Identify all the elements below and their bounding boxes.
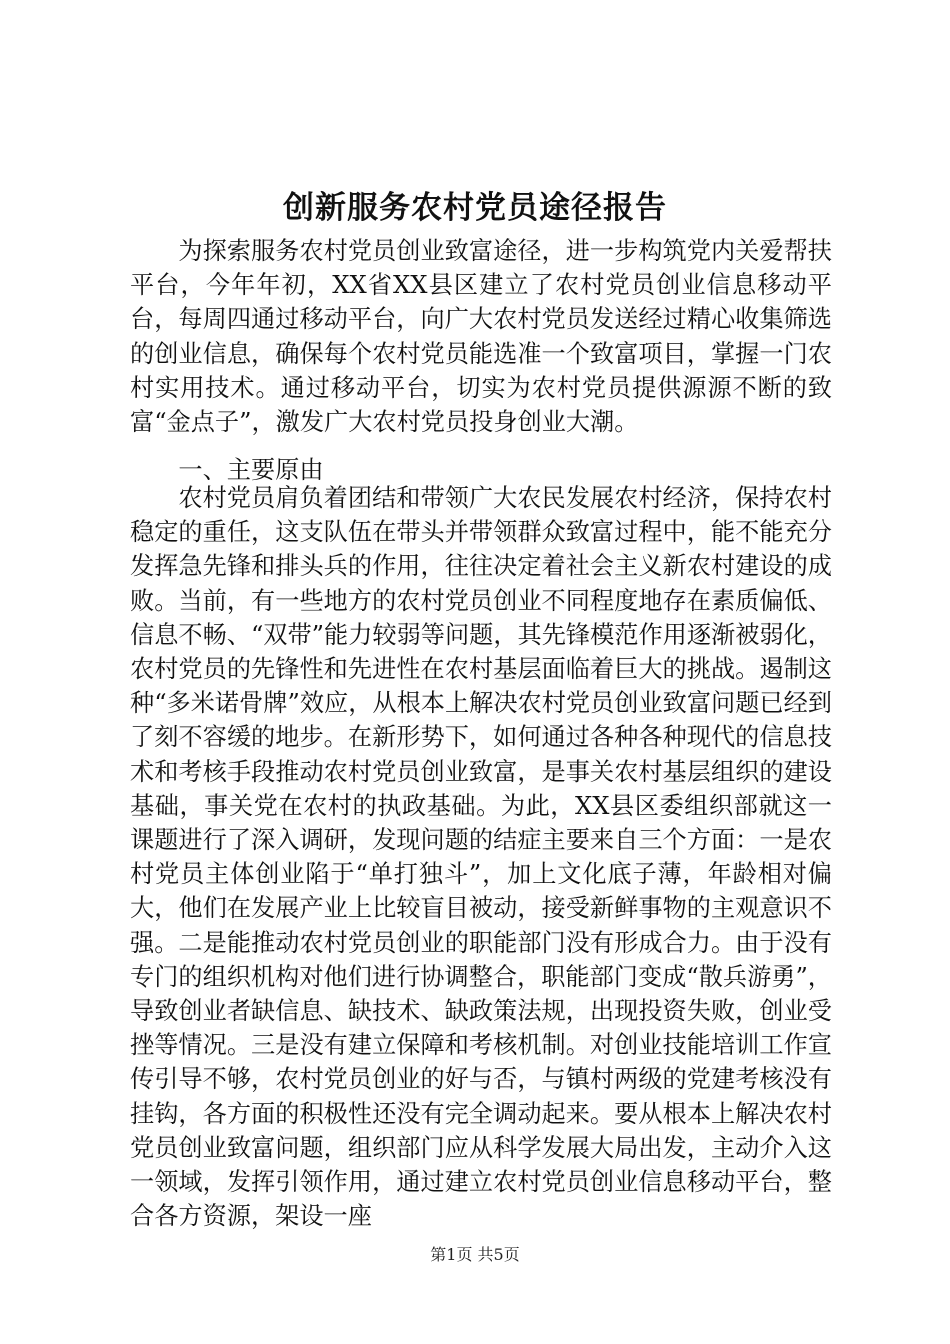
intro-paragraph: 为探索服务农村党员创业致富途径，进一步构筑党内关爱帮扶平台，今年年初，XX省XX县区建立了农村党员创业信息移动平台，每周四通过移动平台，向广大农村党员发送经过精心收集筛选的创业信息，确保每个农村党员能选准一个致富项目，掌握一门农村实用技术。通过移动平台，切实为农村党员提供源源不断的致富“金点子”，激发广大农村党员投身创业大潮。 (130, 237, 832, 437)
section-heading: 一、主要原由 (178, 456, 324, 484)
document-title: 创新服务农村党员途径报告 (283, 190, 667, 226)
body-paragraph: 农村党员肩负着团结和带领广大农民发展农村经济，保持农村稳定的重任，这支队伍在带头并带领群众致富过程中，能不能充分发挥急先锋和排头兵的作用，往往决定着社会主义新农村建设的成败。当前，有一些地方的农村党员创业不同程度地存在素质偏低、信息不畅、“双带”能力较弱等问题，其先锋模范作用逐渐被弱化，农村党员的先锋性和先进性在农村基层面临着巨大的挑战。遏制这种“多米诺骨牌”效应，从根本上解决农村党员创业致富问题已经到了刻不容缓的地步。在新形势下，如何通过各种各种现代的信息技术和考核手段推动农村党员创业致富，是事关农村基层组织的建设基础，事关党在农村的执政基础。为此，XX县区委组织部就这一课题进行了深入调研，发现问题的结症主要来自三个方面：一是农村党员主体创业陷于“单打独斗”，加上文化底子薄，年龄相对偏大，他们在发展产业上比较盲目被动，接受新鲜事物的主观意识不强。二是能推动农村党员创业的职能部门没有形成合力。由于没有专门的组织机构对他们进行协调整合，职能部门变成“散兵游勇”，导致创业者缺信息、缺技术、缺政策法规，出现投资失败，创业受挫等情况。三是没有建立保障和考核机制。对创业技能培训工作宣传引导不够，农村党员创业的好与否，与镇村两级的党建考核没有挂钩，各方面的积极性还没有完全调动起来。要从根本上解决农村党员创业致富问题，组织部门应从科学发展大局出发，主动介入这一领域，发挥引领作用，通过建立农村党员创业信息移动平台，整合各方资源，架设一座 (130, 484, 832, 1231)
page-footer: 第1页 共5页 (430, 1245, 520, 1264)
